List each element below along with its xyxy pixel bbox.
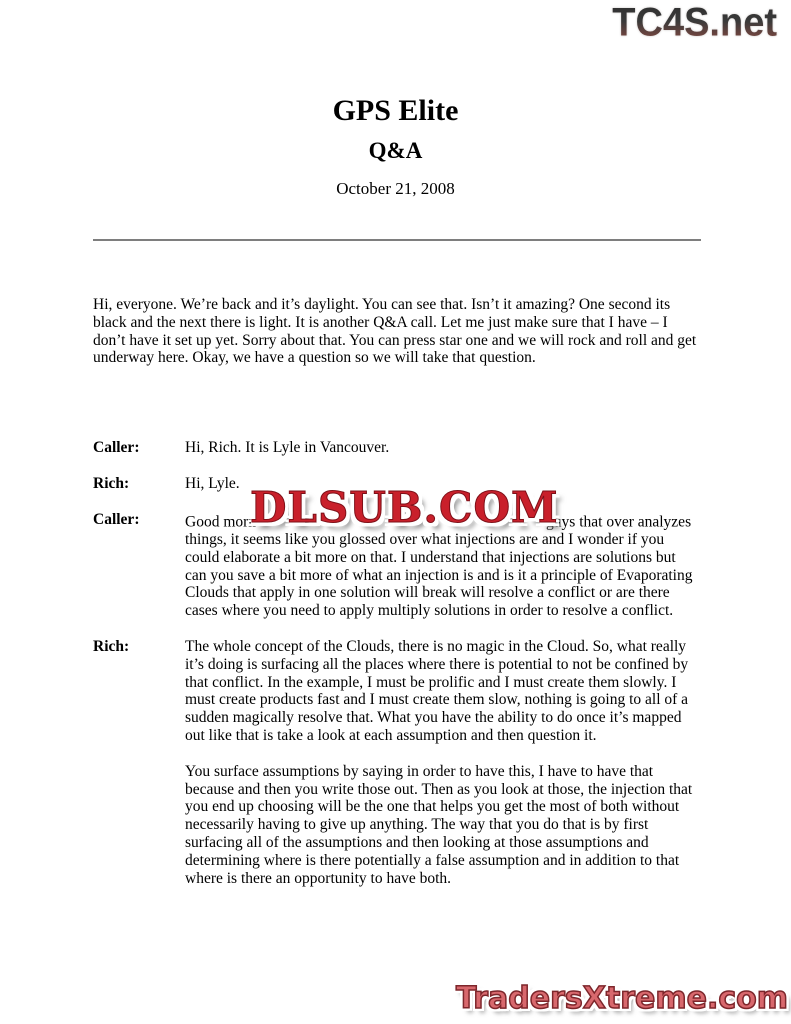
utterance-text: You surface assumptions by saying in order to have this, I have to have that because and then you write those out. Then as you look at those, the injection that you end up choosing will be the one that helps you get the most of both without necessarily having to give up anything. The way that you do that is by first surfacing all of the assumptions and then looking at those assumptions and determining where is there potentially a false assumption and in addition to that where is there an opportunity to have both. [185, 762, 693, 887]
utterance-text: Hi, Lyle. [185, 474, 240, 492]
utterance-text-before-watermark: Good morn [185, 513, 257, 531]
speaker-label: Caller: [93, 439, 140, 457]
speaker-label: Caller: [93, 510, 140, 528]
page-title: GPS Elite [332, 94, 459, 127]
speaker-label: Rich: [93, 474, 130, 492]
dialogue-row [93, 439, 701, 457]
document-date: October 21, 2008 [336, 179, 455, 198]
utterance [185, 638, 701, 887]
transcript-content [93, 296, 701, 905]
utterance-text-after-watermark: guys that over analyzes things, it seems like you glossed over what injections are and I wonder if you could elaborate a bit more on that. I understand that injections are solutions but can you save a bit more of what an injection is and is it a principle of Evaporating Clouds that apply in one solution will break will resolve a conflict or are there cases where you need to apply multiply solutions in order to resolve a conflict. [185, 513, 693, 620]
page-subtitle: Q&A [368, 138, 423, 163]
intro-paragraph: Hi, everyone. We’re back and it’s daylight. You can see that. Isn’t it amazing? One second its black and the next there is light. It is another Q&A call. Let me just make sure that I have – I don’t have it set up yet. Sorry about that. You can press star one and we will rock and roll and get underway here. Okay, we have a question so we will take that question. [93, 296, 697, 367]
utterance-text: Hi, Rich. It is Lyle in Vancouver. [185, 439, 390, 457]
tradersxtreme-logo: TradersXtreme.com [456, 981, 788, 1016]
speaker-label: Rich: [93, 638, 130, 656]
tc4s-logo: TC4S.net [612, 0, 777, 46]
dlsub-watermark: DLSUB.COM [250, 483, 559, 532]
horizontal-divider [93, 239, 701, 241]
utterance-text: The whole concept of the Clouds, there is no magic in the Cloud. So, what really it’s doing is surfacing all the places where there is potential to not be confined by that conflict. In the example, I must be prolific and I must create them slowly. I must create products fast and I must create them slow, nothing is going to all of a sudden magically resolve that. What you have the ability to do once it’s mapped out like that is take a look at each assumption and then question it. [185, 638, 689, 745]
title-block [0, 95, 791, 198]
dialogue-row [93, 638, 701, 887]
utterance [185, 439, 701, 457]
